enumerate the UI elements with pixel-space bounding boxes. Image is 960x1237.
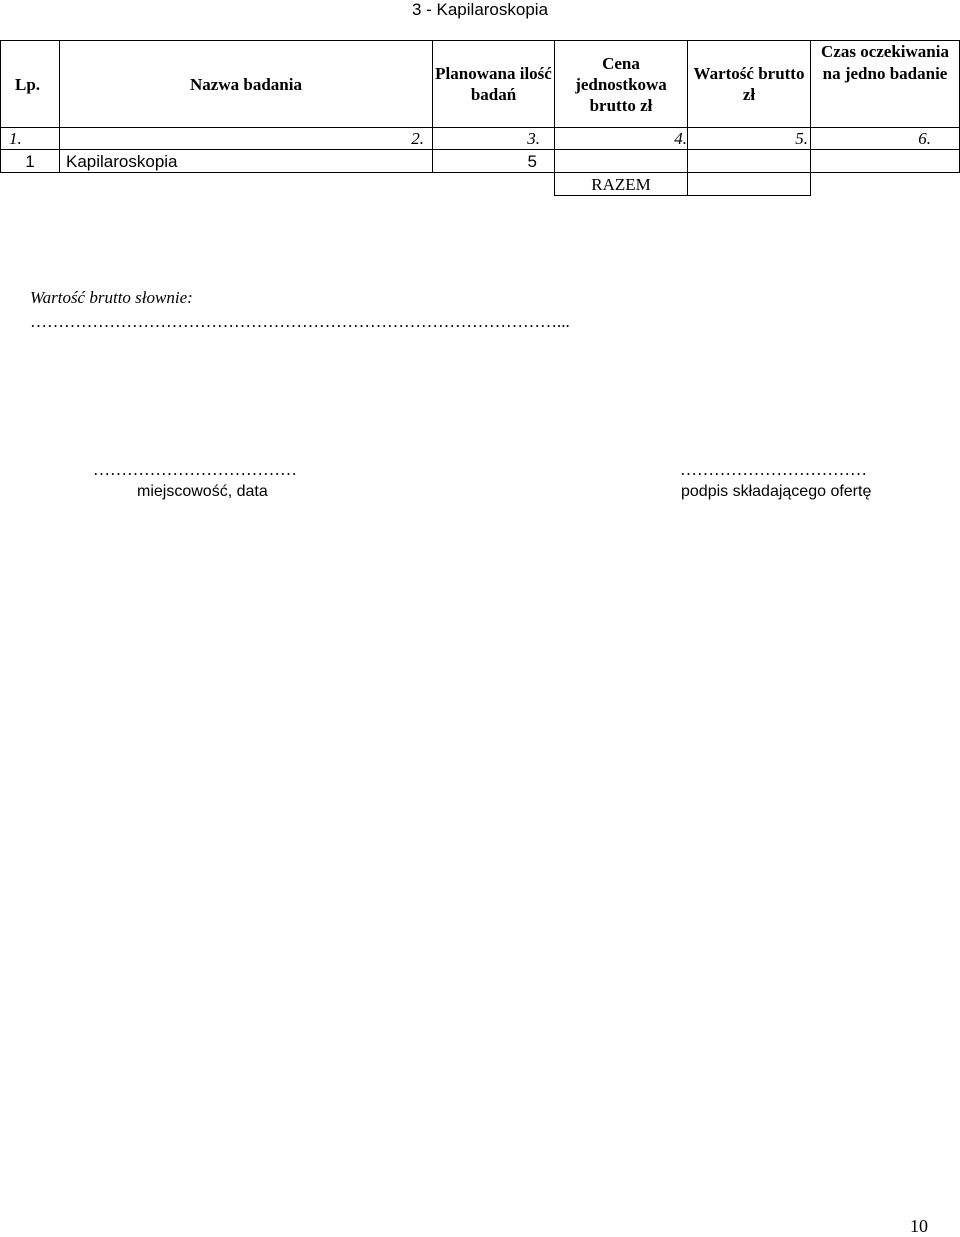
column-number: 5.: [688, 128, 811, 150]
total-value[interactable]: [688, 173, 811, 196]
page-number: 10: [910, 1216, 928, 1236]
header-name: Nazwa badania: [60, 41, 433, 128]
total-row: [1, 173, 960, 196]
row-wait[interactable]: [811, 150, 960, 173]
column-number: 6.: [811, 128, 960, 150]
place-date-line[interactable]: ………………………………: [93, 460, 297, 479]
signature-label: podpis składającego ofertę: [681, 483, 872, 500]
row-lp: 1: [1, 150, 60, 173]
table-header-row: [1, 41, 960, 128]
column-number: 3.: [433, 128, 555, 150]
page-title: 3 - Kapilaroskopia: [411, 0, 549, 19]
signature-line[interactable]: ……………………………: [680, 460, 867, 479]
column-number: 4.: [555, 128, 688, 150]
column-number: 1.: [1, 128, 60, 150]
offer-table: [0, 40, 960, 196]
row-price[interactable]: [555, 150, 688, 173]
header-wait: Czas oczekiwania na jedno badanie: [811, 41, 960, 128]
place-date-label: miejscowość, data: [137, 483, 268, 500]
header-value: Wartość brutto zł: [688, 41, 811, 128]
table-row: [1, 150, 960, 173]
amount-in-words-label: Wartość brutto słownie:: [30, 288, 193, 307]
row-name: Kapilaroskopia: [60, 150, 433, 173]
column-number-row: [1, 128, 960, 150]
amount-in-words-line[interactable]: …………………………………………………………………………………...: [30, 312, 570, 331]
header-lp: Lp.: [1, 41, 60, 128]
row-value[interactable]: [688, 150, 811, 173]
column-number: 2.: [60, 128, 433, 150]
row-qty: 5: [433, 150, 555, 173]
total-label: RAZEM: [555, 173, 688, 196]
header-price: Cena jednostkowa brutto zł: [555, 41, 688, 128]
header-qty: Planowana ilość badań: [433, 41, 555, 128]
